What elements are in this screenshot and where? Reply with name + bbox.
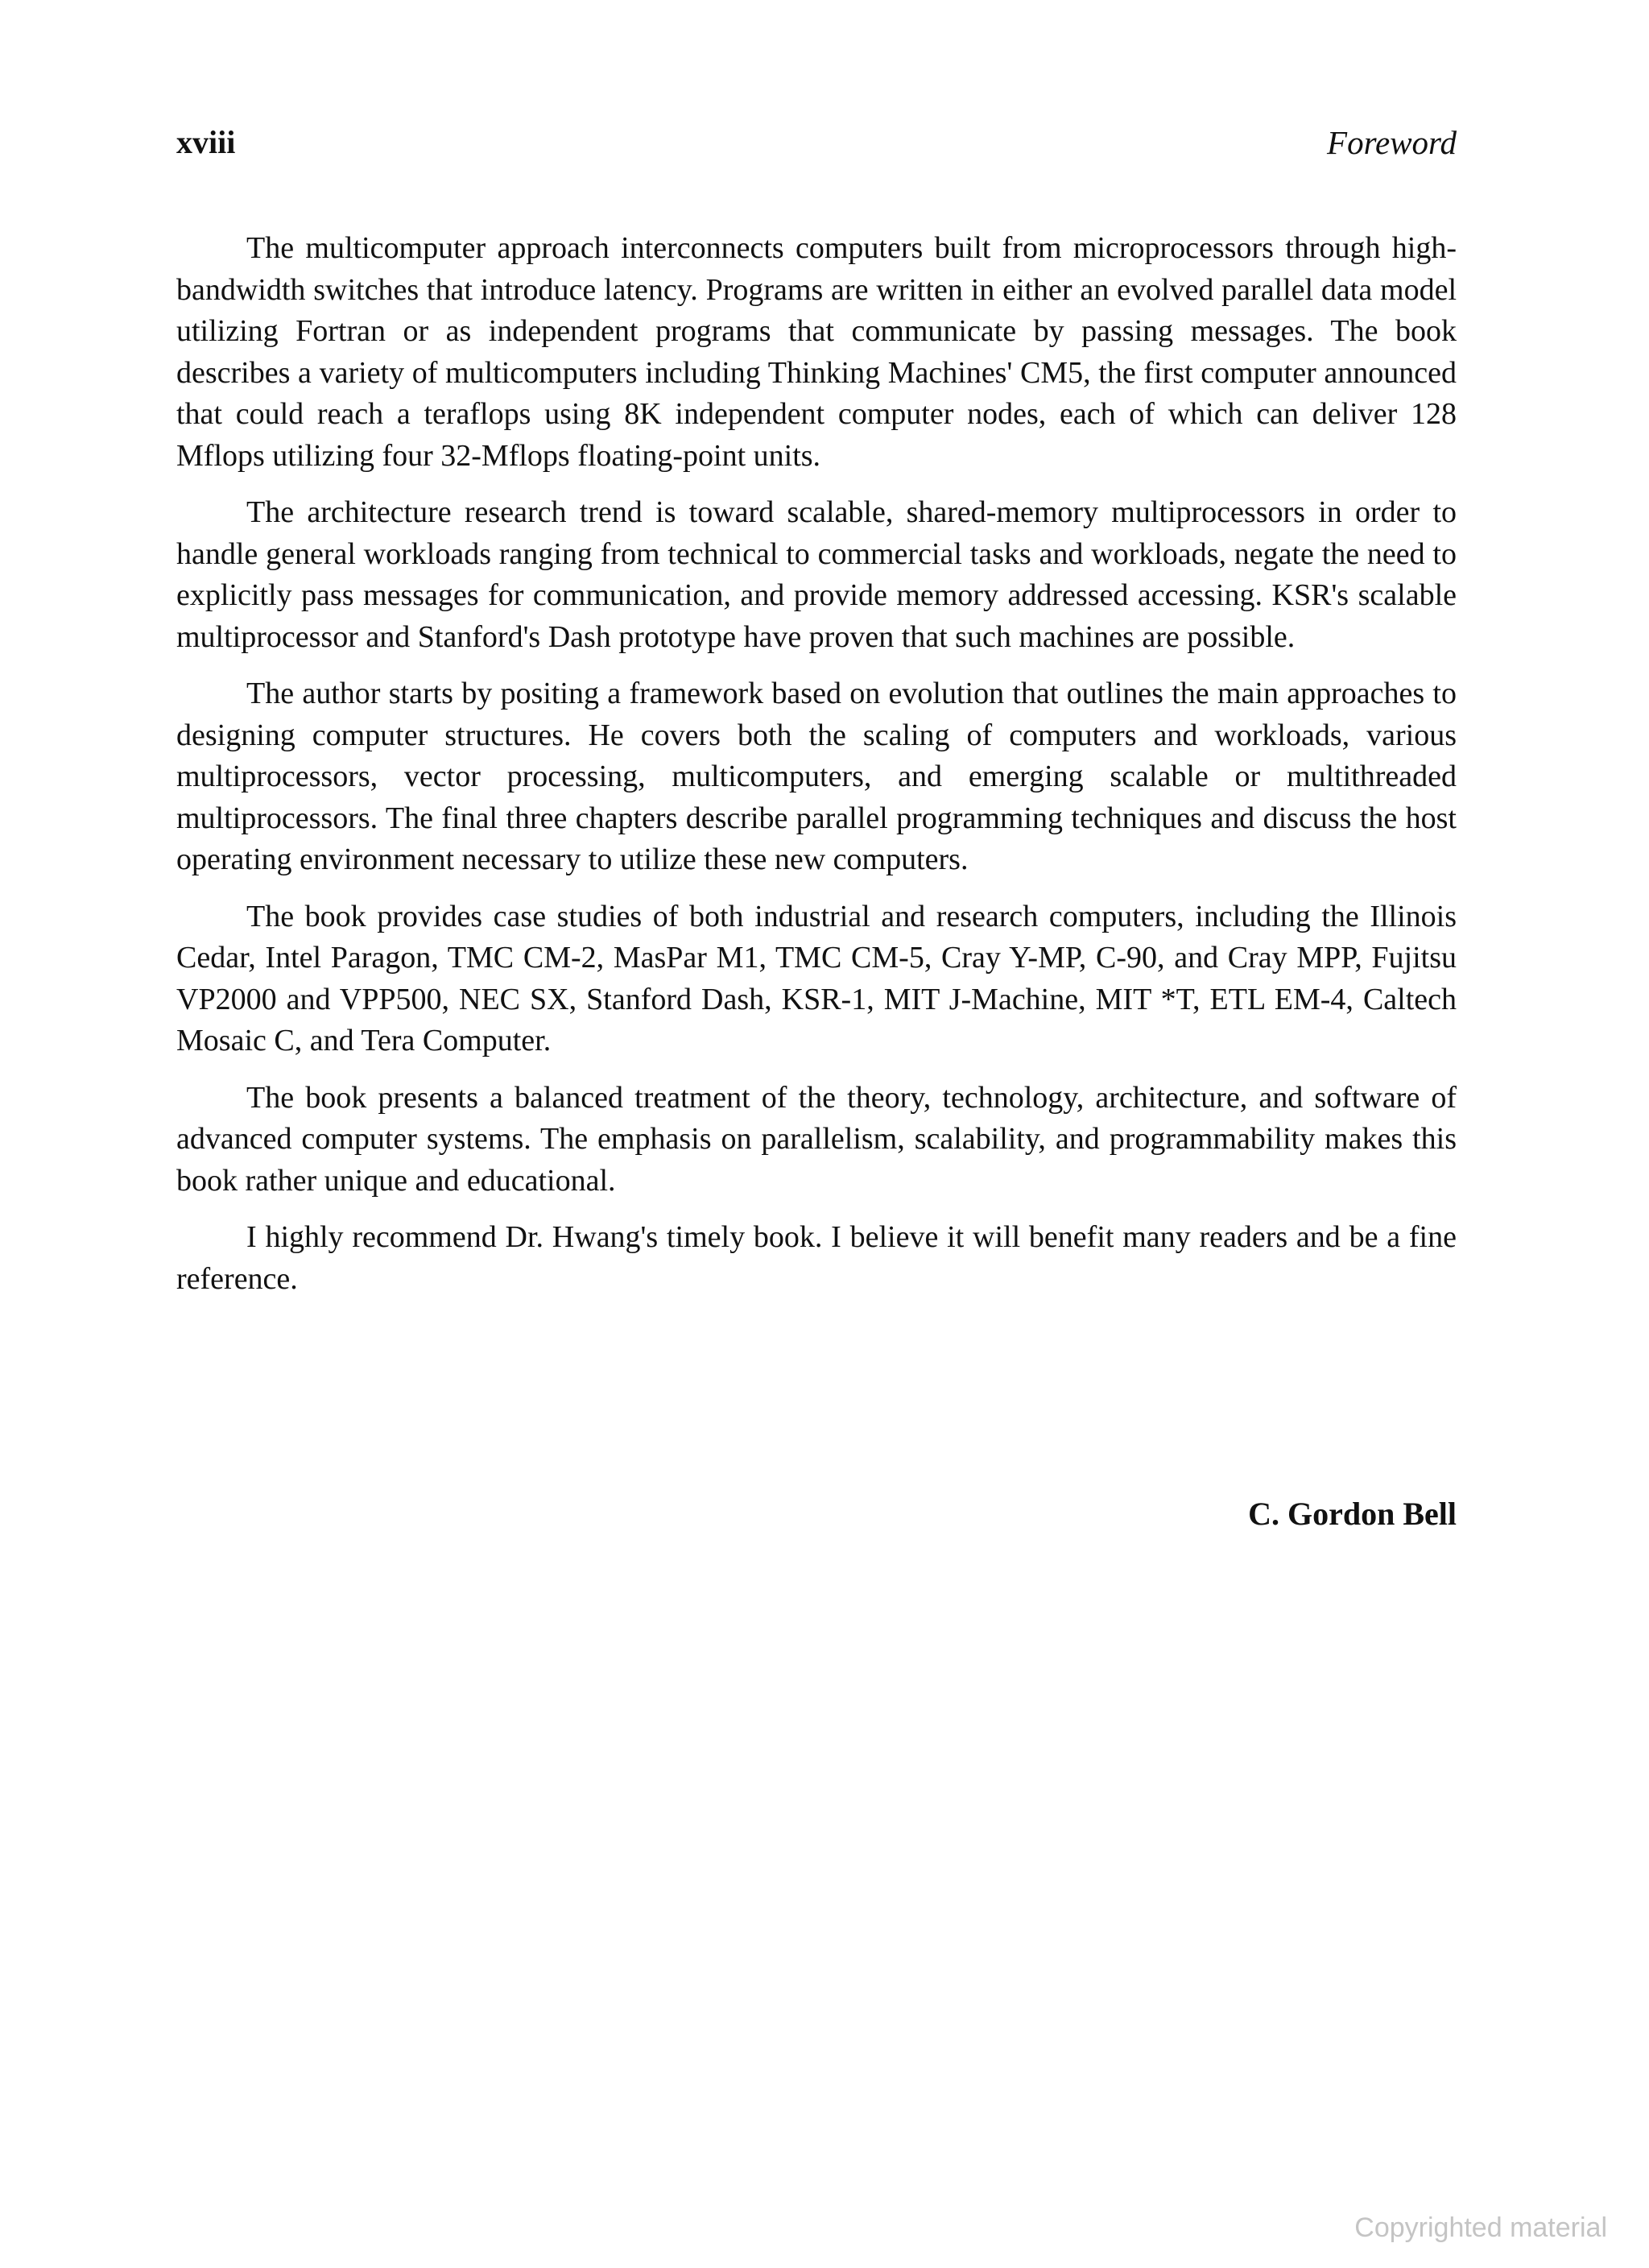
running-title: Foreword [1327,124,1457,161]
copyright-watermark: Copyrighted material [1354,2212,1607,2243]
paragraph-framework: The author starts by positing a framework based on evolution that outlines the main approaches to designing computer structures. He covers both the scaling of computers and workloads, various multiprocessors, vector processing, multicomputers, and emerging scalable or multithreaded multiprocessors. The final three chapters describe parallel programming techniques and discuss the host operating environment necessary to utilize these new computers. [176,677,1457,876]
paragraph-recommendation: I highly recommend Dr. Hwang's timely book. I believe it will benefit many readers and be a fine reference. [176,1220,1457,1296]
author-signature: C. Gordon Bell [1248,1496,1457,1532]
paragraph-case-studies: The book provides case studies of both industrial and research computers, including the Illinois Cedar, Intel Paragon, TMC CM-2, MasPar M1, TMC CM-5, Cray Y-MP, C-90, and Cray MPP, Fujitsu VP2000 and VPP500, NEC SX, Stanford Dash, KSR-1, MIT J-Machine, MIT *T, ETL EM-4, Caltech Mosaic C, and Tera Computer. [176,899,1457,1057]
paragraph-multicomputer: The multicomputer approach interconnects computers built from microprocessors through high-bandwidth switches that introduce latency. Programs are written in either an evolved parallel data model utilizing Fortran or as independent programs that communicate by passing messages. The book describes a variety of multicomputers including Thinking Machines' CM5, the first computer announced that could reach a teraflops using 8K independent computer nodes, each of which can deliver 128 Mflops utilizing four 32-Mflops floating-point units. [176,231,1457,473]
page-number: xviii [176,124,236,160]
running-head [176,122,1457,163]
paragraph-balanced-treatment: The book presents a balanced treatment of the theory, technology, architecture, and software of advanced computer systems. The emphasis on parallelism, scalability, and programmability makes this book rather unique and educational. [176,1080,1457,1198]
paragraph-architecture-trend: The architecture research trend is toward scalable, shared-memory multiprocessors in order to handle general workloads ranging from technical to commercial tasks and workloads, negate the need to explicitly pass messages for communication, and provide memory addressed accessing. KSR's scalable multiprocessor and Stanford's Dash prototype have proven that such machines are possible. [176,495,1457,654]
foreword-body [176,228,1457,1315]
